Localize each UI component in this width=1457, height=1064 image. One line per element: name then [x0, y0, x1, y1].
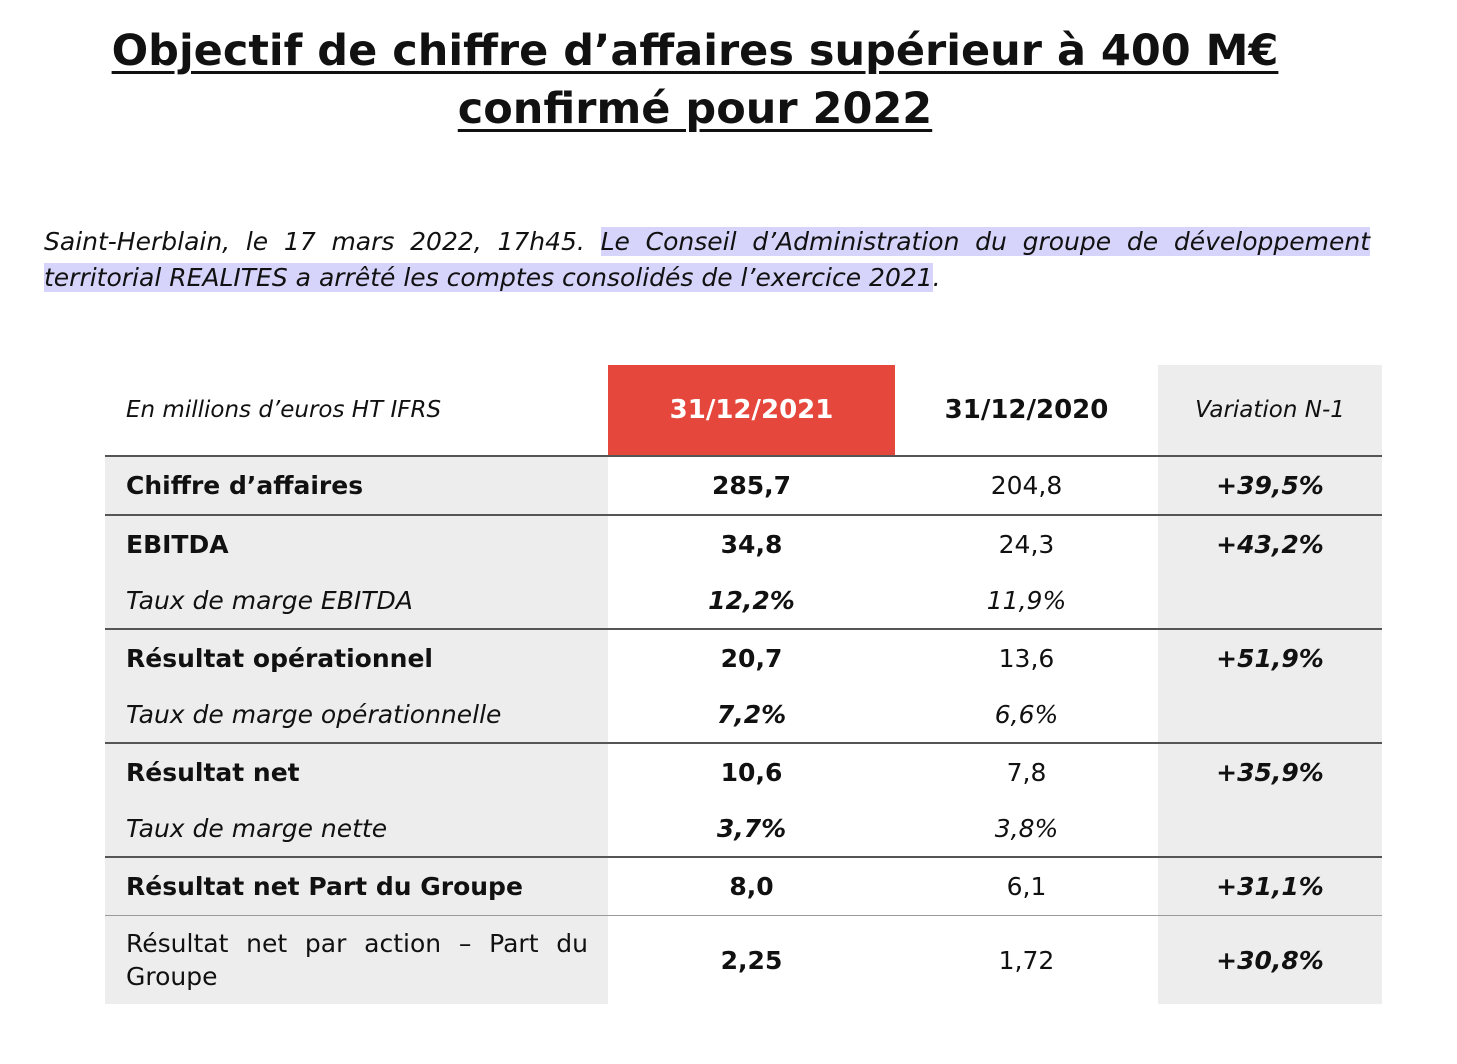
intro-end-punctuation: . [932, 263, 941, 292]
unit-header: En millions d’euros HT IFRS [105, 365, 608, 456]
value-2021: 20,7 [608, 629, 895, 687]
row-label: Taux de marge EBITDA [105, 573, 608, 629]
variation-value: +39,5% [1158, 456, 1382, 515]
title-line-1: Objectif de chiffre d’affaires supérieur à 400 M€ [111, 26, 1279, 76]
value-2021: 34,8 [608, 515, 895, 573]
value-2020: 11,9% [895, 573, 1158, 629]
title-line-2: confirmé pour 2022 [457, 84, 933, 134]
value-2020: 3,8% [895, 801, 1158, 857]
value-2020: 7,8 [895, 743, 1158, 801]
table-row [105, 629, 1382, 687]
value-2021: 7,2% [608, 687, 895, 743]
variation-value [1158, 687, 1382, 743]
table-header-row [105, 365, 1382, 456]
page-title [0, 22, 1390, 138]
table-row [105, 801, 1382, 857]
row-label: Résultat net par action – Part du Groupe [105, 916, 608, 1005]
variation-value: +30,8% [1158, 916, 1382, 1005]
value-2020: 1,72 [895, 916, 1158, 1005]
variation-value [1158, 801, 1382, 857]
row-label: Résultat net [105, 743, 608, 801]
table-row [105, 573, 1382, 629]
intro-paragraph [44, 224, 1370, 296]
variation-value: +35,9% [1158, 743, 1382, 801]
table-row [105, 687, 1382, 743]
variation-value: +43,2% [1158, 515, 1382, 573]
value-2020: 6,1 [895, 857, 1158, 916]
value-2021: 3,7% [608, 801, 895, 857]
variation-value: +51,9% [1158, 629, 1382, 687]
financial-results-table [105, 365, 1382, 1004]
variation-value [1158, 573, 1382, 629]
row-label: Chiffre d’affaires [105, 456, 608, 515]
value-2021: 10,6 [608, 743, 895, 801]
value-2020: 24,3 [895, 515, 1158, 573]
column-header-2020: 31/12/2020 [895, 365, 1158, 456]
row-label: Taux de marge nette [105, 801, 608, 857]
value-2020: 6,6% [895, 687, 1158, 743]
column-header-2021: 31/12/2021 [608, 365, 895, 456]
highlighted-text[interactable]: Le Conseil d’Administration du groupe de développement territorial REALITES a arrêté les comptes consolidés de l’exercice 2021 [44, 227, 1370, 292]
value-2021: 8,0 [608, 857, 895, 916]
table-row [105, 515, 1382, 573]
table-row [105, 916, 1382, 1005]
table-row [105, 743, 1382, 801]
column-header-variation: Variation N-1 [1158, 365, 1382, 456]
row-label: Résultat net Part du Groupe [105, 857, 608, 916]
value-2021: 285,7 [608, 456, 895, 515]
dateline: Saint-Herblain, le 17 mars 2022, 17h45. [44, 227, 585, 256]
row-label: Résultat opérationnel [105, 629, 608, 687]
value-2021: 12,2% [608, 573, 895, 629]
table-row [105, 456, 1382, 515]
row-label: Taux de marge opérationnelle [105, 687, 608, 743]
row-label: EBITDA [105, 515, 608, 573]
value-2021: 2,25 [608, 916, 895, 1005]
value-2020: 13,6 [895, 629, 1158, 687]
variation-value: +31,1% [1158, 857, 1382, 916]
table-row [105, 857, 1382, 916]
value-2020: 204,8 [895, 456, 1158, 515]
